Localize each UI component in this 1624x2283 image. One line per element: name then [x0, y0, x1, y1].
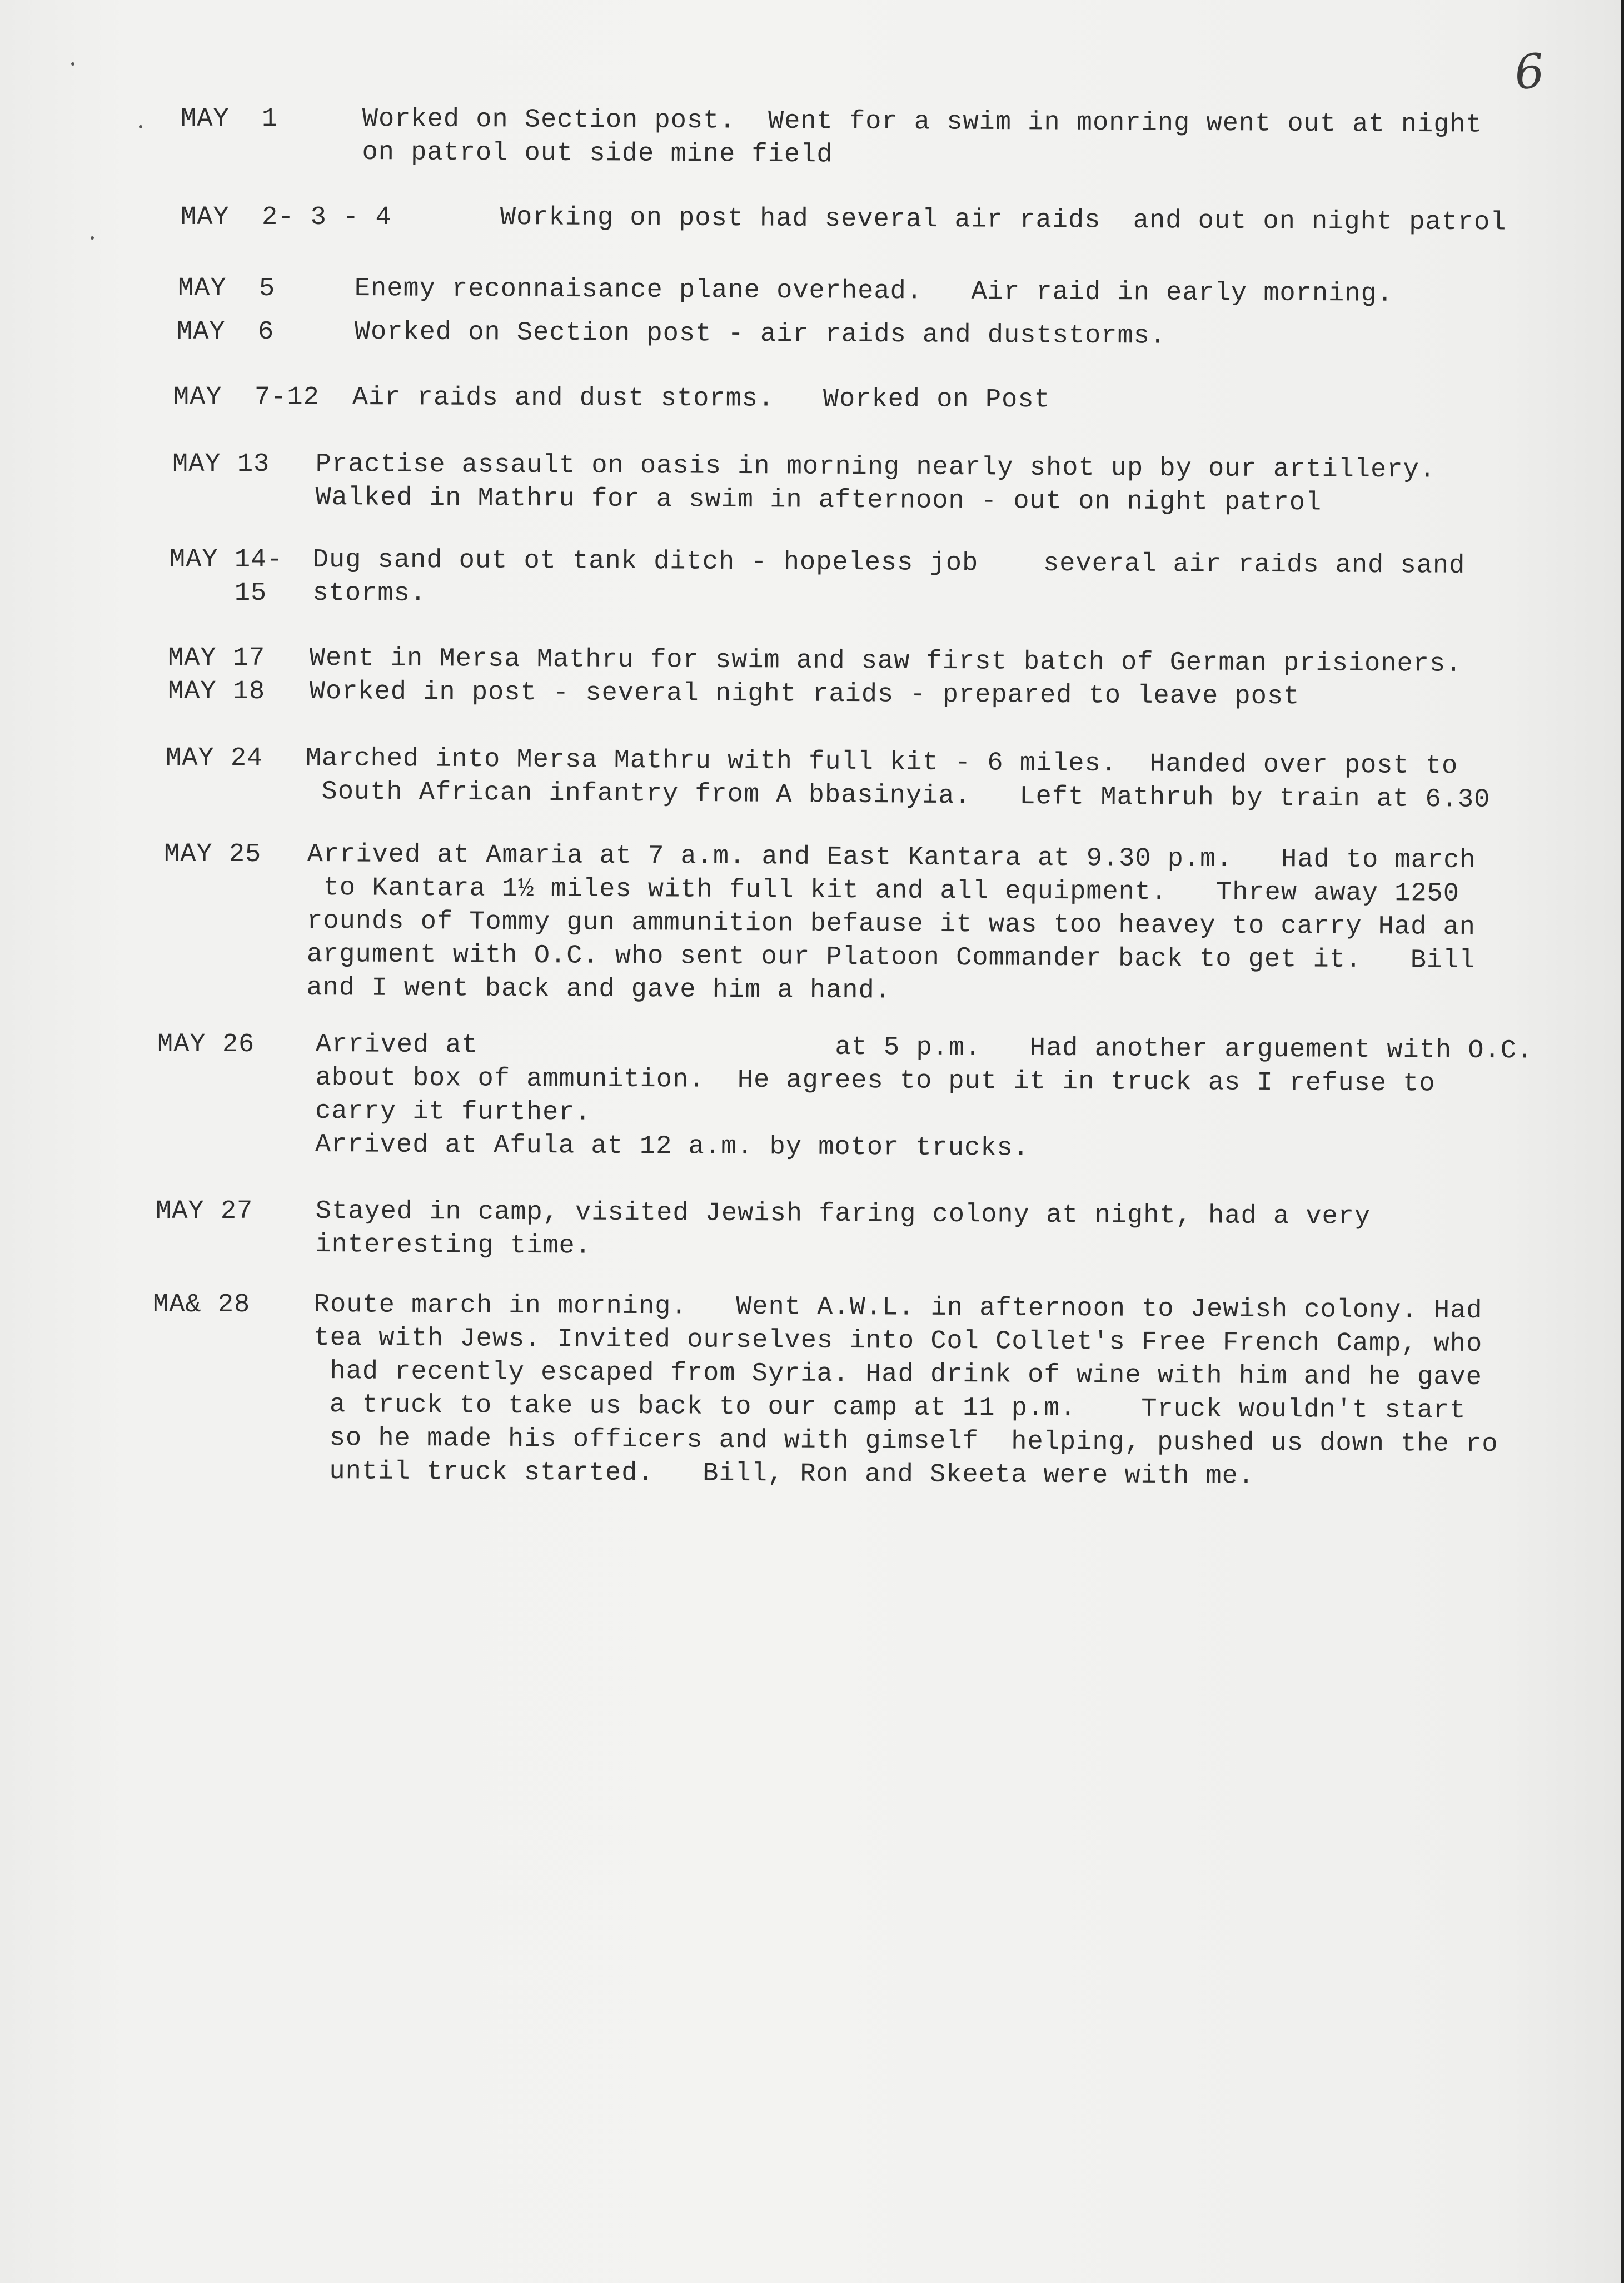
entry-line: Arrived at Amaria at 7 a.m. and East Kantara at 9.30 p.m. Had to march	[307, 840, 1476, 876]
entry-line: rounds of Tommy gun ammunition befause it was too heavey to carry Had an	[307, 906, 1476, 943]
entry-date: MAY 27	[156, 1197, 253, 1226]
entry-date: MAY 14- 15	[170, 545, 283, 608]
entry-line: so he made his officers and with gimself helping, pushed us down the ro	[313, 1423, 1498, 1460]
entry-date: MAY 13	[172, 450, 270, 479]
entry-line: Worked on Section post. Went for a swim in monring went out at night	[362, 104, 1483, 140]
entry-line: Worked on Section post - air raids and duststorms.	[354, 317, 1167, 351]
entry-line: carry it further.	[315, 1096, 591, 1128]
entry-line: Route march in morning. Went A.W.L. in afternoon to Jewish colony. Had	[313, 1290, 1483, 1326]
entry-line: argument with O.C. who sent our Platoon Commander back to get it. Bill	[306, 939, 1476, 976]
page-number: 6	[1512, 43, 1547, 101]
entry-line: until truck started. Bill, Ron and Skeeta were with me.	[313, 1456, 1255, 1491]
entry-line: Arrived at at 5 p.m. Had another arguement with O.C.	[315, 1030, 1533, 1066]
entry-line: Air raids and dust storms. Worked on Post	[352, 383, 1050, 415]
ink-speck	[71, 62, 74, 66]
entry-date: MAY 26	[157, 1030, 255, 1060]
entry-line: on patrol out side mine field	[362, 137, 833, 170]
entry-line: tea with Jews. Invited ourselves into Col Collet's Free French Camp, who	[313, 1323, 1483, 1360]
entry-date: MAY 6	[177, 317, 275, 347]
entry-date: MAY 24	[166, 744, 263, 773]
entry-line: Marched into Mersa Mathru with full kit - 6 miles. Handed over post to	[305, 743, 1458, 782]
entry-date: MAY 18	[168, 677, 266, 707]
entry-line: and I went back and gave him a hand.	[306, 973, 891, 1006]
entry-line: Working on post had several air raids and out on night patrol	[500, 202, 1507, 238]
entry-line: had recently escaped from Syria. Had drink of wine with him and he gave	[313, 1356, 1483, 1393]
entry-line: Enemy reconnaisance plane overhead. Air raid in early morning.	[354, 273, 1394, 309]
entry-line: Went in Mersa Mathru for swim and saw first batch of German prisioners.	[309, 644, 1462, 679]
entry-line: Dug sand out ot tank ditch - hopeless job several air raids and sand	[312, 545, 1466, 581]
entry-line: Arrived at Afula at 12 a.m. by motor trucks.	[315, 1130, 1030, 1163]
ink-speck	[139, 125, 142, 128]
entry-date: MAY 17	[168, 644, 266, 673]
entry-date: MAY 7-12	[173, 383, 320, 412]
entry-line: to Kantara 1½ miles with full kit and all equipment. Threw away 1250	[307, 873, 1460, 909]
entry-line: interesting time.	[315, 1230, 592, 1261]
entry-date: MA& 28	[153, 1290, 251, 1320]
entry-date: MAY 5	[178, 274, 276, 304]
entry-line: storms.	[312, 578, 427, 609]
entry-date: MAY 1	[181, 105, 278, 134]
entry-line: about box of ammunition. He agrees to put it in truck as I refuse to	[315, 1063, 1436, 1099]
entry-date: MAY 2- 3 - 4	[181, 203, 392, 232]
entry-line: Stayed in camp, visited Jewish faring colony at night, had a very	[315, 1197, 1371, 1232]
entry-line: a truck to take us back to our camp at 11 p.m. Truck wouldn't start	[313, 1390, 1466, 1426]
entry-date: MAY 25	[164, 840, 262, 869]
entry-line: Worked in post - several night raids - prepared to leave post	[309, 677, 1300, 712]
entry-line: South African infantry from A bbasinyia. Left Mathruh by train at 6.30	[305, 777, 1491, 815]
scan-edge	[1621, 0, 1624, 2283]
ink-speck	[91, 236, 94, 240]
entry-line: Walked in Mathru for a swim in afternoon - out on night patrol	[315, 483, 1322, 518]
entry-line: Practise assault on oasis in morning nearly shot up by our artillery.	[315, 449, 1436, 485]
